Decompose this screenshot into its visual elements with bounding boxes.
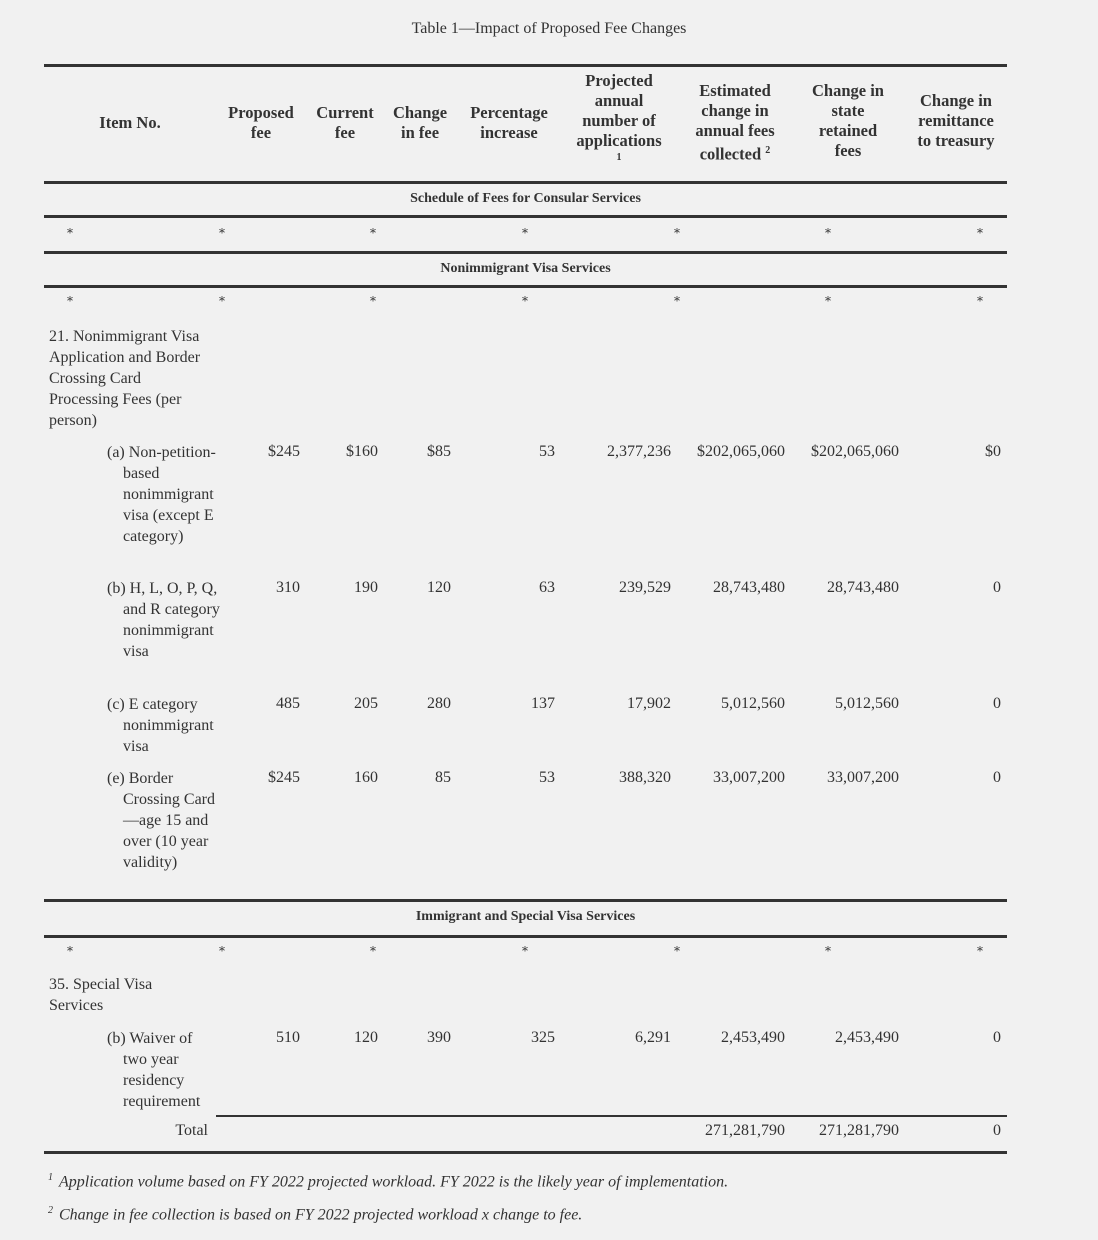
star: * bbox=[825, 944, 831, 958]
estimated-change: 5,012,560 bbox=[721, 695, 785, 712]
footnote-mark: 2 bbox=[48, 1205, 53, 1216]
footnote-ref-1: 1 bbox=[616, 152, 622, 163]
state-retained: $202,065,060 bbox=[811, 443, 899, 460]
footnote-mark: 1 bbox=[48, 1172, 53, 1183]
header-line: collected bbox=[699, 144, 762, 164]
table-caption: Table 1—Impact of Proposed Fee Changes bbox=[411, 20, 687, 37]
star: * bbox=[219, 944, 225, 958]
header-current-fee bbox=[308, 103, 382, 143]
current-fee: 160 bbox=[354, 769, 378, 786]
rule bbox=[44, 285, 1007, 288]
header-line: applications bbox=[576, 131, 662, 150]
row-label: (b) Waiver of two year residency requirement bbox=[107, 1030, 201, 1110]
header-projected-applications bbox=[562, 71, 676, 165]
header-line: fee bbox=[334, 123, 356, 142]
rule-top bbox=[44, 64, 1007, 67]
header-line: Change in bbox=[920, 91, 992, 110]
star: * bbox=[674, 294, 680, 308]
current-fee: 120 bbox=[354, 1029, 378, 1046]
row-label: (b) H, L, O, P, Q, and R category nonimmigrant visa bbox=[107, 580, 220, 660]
star: * bbox=[522, 226, 528, 240]
footnote-text: Change in fee collection is based on FY 2022 projected workload x change to fee. bbox=[59, 1206, 583, 1224]
row-label: (a) Non-petition-based nonimmigrant visa (except E category) bbox=[107, 444, 216, 545]
projected-applications: 2,377,236 bbox=[607, 443, 671, 460]
rule-bottom bbox=[44, 1151, 1007, 1154]
header-line: Current bbox=[316, 103, 374, 122]
star: * bbox=[370, 294, 376, 308]
state-retained: 5,012,560 bbox=[835, 695, 899, 712]
header-line: to treasury bbox=[917, 131, 995, 150]
projected-applications: 17,902 bbox=[627, 695, 671, 712]
header-line: remittance bbox=[918, 111, 994, 130]
star: * bbox=[977, 226, 983, 240]
item-21-label: 21. Nonimmigrant Visa Application and Border Crossing Card Processing Fees (per person) bbox=[49, 328, 201, 429]
change-in-fee: 120 bbox=[427, 579, 451, 596]
remittance: 0 bbox=[993, 1029, 1001, 1046]
percentage-increase: 53 bbox=[539, 769, 555, 786]
header-line: state bbox=[831, 101, 865, 120]
star: * bbox=[825, 294, 831, 308]
star: * bbox=[219, 294, 225, 308]
header-line: Percentage bbox=[470, 103, 548, 122]
star: * bbox=[67, 294, 73, 308]
percentage-increase: 325 bbox=[531, 1029, 555, 1046]
header-line: annual bbox=[594, 91, 644, 110]
section-schedule: Schedule of Fees for Consular Services bbox=[410, 191, 641, 206]
header-line: in fee bbox=[400, 123, 440, 142]
header-remittance bbox=[904, 91, 1008, 151]
section-nonimmigrant: Nonimmigrant Visa Services bbox=[440, 261, 611, 276]
star: * bbox=[674, 226, 680, 240]
header-line: Estimated bbox=[699, 81, 771, 100]
section-immigrant: Immigrant and Special Visa Services bbox=[415, 909, 636, 924]
total-estimated-change: 271,281,790 bbox=[705, 1122, 785, 1139]
proposed-fee: $245 bbox=[268, 769, 300, 786]
change-in-fee: 280 bbox=[427, 695, 451, 712]
header-line: Projected bbox=[585, 71, 653, 90]
projected-applications: 388,320 bbox=[619, 769, 671, 786]
star: * bbox=[522, 294, 528, 308]
estimated-change: 28,743,480 bbox=[713, 579, 785, 596]
remittance: 0 bbox=[993, 695, 1001, 712]
rule-total-top bbox=[216, 1115, 1007, 1117]
estimated-change: $202,065,060 bbox=[697, 443, 785, 460]
percentage-increase: 63 bbox=[539, 579, 555, 596]
header-proposed-fee bbox=[218, 103, 304, 143]
star: * bbox=[825, 226, 831, 240]
header-change-in-fee bbox=[384, 103, 456, 143]
header-line: retained bbox=[818, 121, 878, 140]
star: * bbox=[977, 944, 983, 958]
rule bbox=[44, 935, 1007, 938]
header-line: increase bbox=[480, 123, 538, 142]
header-percentage-increase bbox=[458, 103, 560, 143]
estimated-change: 33,007,200 bbox=[713, 769, 785, 786]
star: * bbox=[674, 944, 680, 958]
proposed-fee: $245 bbox=[268, 443, 300, 460]
star: * bbox=[370, 944, 376, 958]
item-35-label: 35. Special Visa Services bbox=[49, 976, 153, 1014]
footnote-ref-2: 2 bbox=[765, 145, 771, 156]
header-estimated-change bbox=[680, 81, 790, 165]
star: * bbox=[67, 944, 73, 958]
current-fee: $160 bbox=[346, 443, 378, 460]
estimated-change: 2,453,490 bbox=[721, 1029, 785, 1046]
header-item-no: Item No. bbox=[99, 113, 161, 132]
footnote-2 bbox=[48, 1205, 582, 1224]
change-in-fee: 390 bbox=[427, 1029, 451, 1046]
star: * bbox=[219, 226, 225, 240]
header-line: Change in bbox=[812, 81, 884, 100]
footnote-text: Application volume based on FY 2022 projected workload. FY 2022 is the likely year of implementation. bbox=[59, 1173, 729, 1191]
star: * bbox=[67, 226, 73, 240]
rule bbox=[44, 251, 1007, 254]
projected-applications: 6,291 bbox=[635, 1029, 671, 1046]
percentage-increase: 137 bbox=[531, 695, 555, 712]
total-remittance: 0 bbox=[993, 1122, 1001, 1139]
rule bbox=[44, 899, 1007, 902]
row-label: (e) Border Crossing Card—age 15 and over (10 year validity) bbox=[107, 770, 215, 871]
change-in-fee: 85 bbox=[435, 769, 451, 786]
current-fee: 190 bbox=[354, 579, 378, 596]
star: * bbox=[370, 226, 376, 240]
state-retained: 2,453,490 bbox=[835, 1029, 899, 1046]
proposed-fee: 510 bbox=[276, 1029, 300, 1046]
row-label: (c) E category nonimmigrant visa bbox=[107, 696, 214, 755]
percentage-increase: 53 bbox=[539, 443, 555, 460]
state-retained: 33,007,200 bbox=[827, 769, 899, 786]
rule-header-bottom bbox=[44, 181, 1007, 184]
header-line: Change bbox=[392, 103, 448, 122]
current-fee: 205 bbox=[354, 695, 378, 712]
header-line: fee bbox=[250, 123, 272, 142]
header-line: change in bbox=[701, 101, 769, 120]
header-line: number of bbox=[582, 111, 656, 130]
state-retained: 28,743,480 bbox=[827, 579, 899, 596]
header-state-retained bbox=[796, 81, 900, 161]
remittance: $0 bbox=[985, 443, 1001, 460]
header-line: fees bbox=[834, 141, 862, 160]
proposed-fee: 310 bbox=[276, 579, 300, 596]
footnote-1 bbox=[48, 1172, 728, 1191]
total-label: Total bbox=[175, 1122, 208, 1139]
remittance: 0 bbox=[993, 769, 1001, 786]
star: * bbox=[522, 944, 528, 958]
projected-applications: 239,529 bbox=[619, 579, 671, 596]
total-state-retained: 271,281,790 bbox=[819, 1122, 899, 1139]
header-line: Proposed bbox=[228, 103, 294, 122]
star: * bbox=[977, 294, 983, 308]
change-in-fee: $85 bbox=[427, 443, 451, 460]
remittance: 0 bbox=[993, 579, 1001, 596]
rule bbox=[44, 215, 1007, 218]
header-line: annual fees bbox=[695, 121, 775, 140]
proposed-fee: 485 bbox=[276, 695, 300, 712]
